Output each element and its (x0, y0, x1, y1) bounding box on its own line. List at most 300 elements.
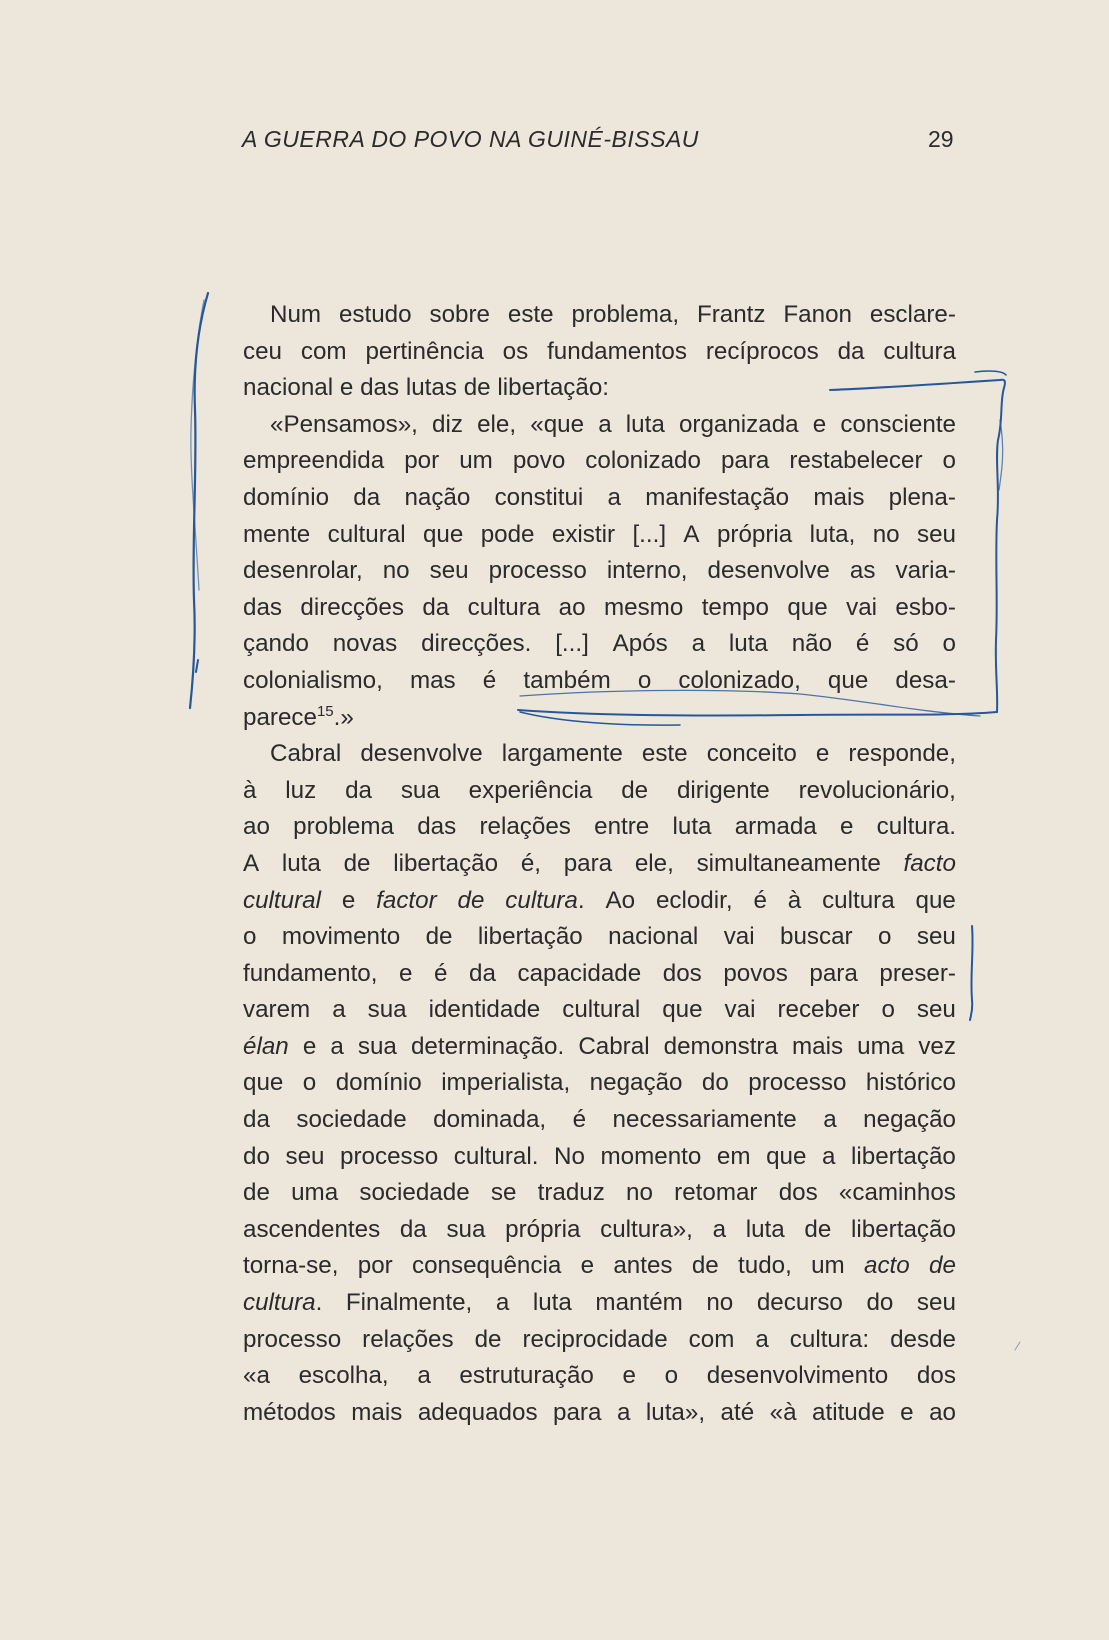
word: o (664, 1362, 679, 1390)
margin-vertical-line-left-2 (191, 300, 204, 590)
word: responde, (848, 740, 956, 768)
word: no (626, 1179, 653, 1207)
word: que (827, 666, 869, 694)
word: estruturação (459, 1362, 594, 1390)
word: por (404, 447, 440, 475)
word: luta (625, 410, 665, 438)
text-line (243, 1395, 956, 1432)
word: de (425, 923, 453, 951)
word: é, (520, 849, 541, 877)
word: Após (612, 630, 668, 658)
word: a (755, 1325, 769, 1353)
word: o (942, 630, 956, 658)
word: mais (792, 1032, 844, 1060)
word: vai (724, 996, 756, 1024)
word: constitui (494, 483, 584, 511)
word: luta, (809, 520, 856, 548)
word: domínio (243, 483, 330, 511)
word: desenvolvimento (706, 1362, 889, 1390)
word: a (607, 483, 621, 511)
word: histórico (865, 1069, 956, 1097)
word: identidade (428, 996, 541, 1024)
word: seu (916, 1289, 956, 1317)
word: também (523, 666, 611, 694)
word: a (417, 1362, 431, 1390)
word: imperialista, (441, 1069, 571, 1097)
word: das (417, 813, 457, 841)
running-title: A GUERRA DO POVO NA GUINÉ-BISSAU (242, 126, 699, 152)
text-line (243, 956, 956, 993)
word: problema, (571, 301, 680, 328)
word: Ao (605, 886, 636, 914)
word: só (893, 630, 919, 658)
word: pertinência (365, 337, 484, 365)
word: as (849, 557, 876, 585)
word: antes (613, 1252, 673, 1280)
word: vai (723, 923, 755, 951)
text-line (243, 626, 956, 663)
footnote-marker: 15 (316, 702, 334, 720)
word: a (691, 630, 706, 658)
word: vez (918, 1032, 956, 1060)
word: fundamentos (547, 337, 687, 365)
text-line (243, 883, 956, 920)
word: Frantz (696, 301, 766, 328)
word: relações (362, 1325, 454, 1353)
word: mantém (595, 1289, 683, 1317)
word: restabelecer (789, 447, 923, 475)
word: «que (530, 410, 585, 438)
word: e (341, 886, 356, 914)
word: manifestação (645, 483, 790, 511)
word: atitude (812, 1398, 885, 1426)
word: o (637, 666, 652, 694)
word: cultura (467, 593, 541, 621)
word: sua (446, 1215, 486, 1243)
word: povo (512, 447, 566, 475)
word: que (662, 996, 703, 1024)
word: momento (600, 1142, 702, 1170)
word: «Pensamos», (270, 410, 418, 438)
word: mas (409, 666, 456, 694)
word: varia- (895, 557, 956, 585)
word: a (598, 410, 612, 438)
word: «caminhos (838, 1179, 956, 1207)
word: parece$^{15}$.» (243, 702, 354, 731)
word: dos (778, 1179, 818, 1207)
word: e (399, 959, 413, 987)
word: colonizado, (678, 666, 801, 694)
word: de (457, 886, 485, 914)
word: çando (243, 630, 309, 658)
word: revolucionário, (798, 776, 956, 804)
word: Fanon (783, 301, 852, 328)
word: largamente (501, 740, 623, 768)
word: com (688, 1325, 735, 1353)
word: que (766, 1142, 807, 1170)
text-line (243, 334, 956, 371)
word: este (641, 740, 688, 768)
word: luta», (645, 1398, 706, 1426)
word: cultural. (453, 1142, 539, 1170)
word: não (791, 630, 833, 658)
text-line (243, 407, 956, 444)
word: a (332, 996, 346, 1024)
word: de (474, 1325, 502, 1353)
word: cultura (822, 886, 895, 914)
word: que (915, 886, 956, 914)
text-line (243, 1285, 956, 1322)
word: retomar (674, 1179, 758, 1207)
margin-vertical-line-left (190, 293, 208, 708)
word: empreendida (243, 447, 385, 475)
body-text (243, 297, 956, 1431)
word: desenvolve (360, 740, 483, 768)
word: em (716, 1142, 751, 1170)
word: à (787, 886, 802, 914)
word: seu (916, 996, 956, 1024)
word: que (243, 1069, 284, 1097)
word: libertação: (497, 374, 609, 402)
word: própria (716, 520, 793, 548)
word: seu (916, 923, 956, 951)
text-line (243, 1248, 956, 1285)
word: mais (813, 483, 865, 511)
word: entre (594, 813, 650, 841)
word: pode (480, 520, 535, 548)
word: da (345, 776, 372, 804)
word: à (243, 776, 257, 804)
word: até (720, 1398, 755, 1426)
word: da (422, 593, 450, 621)
word: A (243, 849, 260, 877)
word: cultural (243, 886, 321, 914)
word: libertação (393, 849, 499, 877)
word: para (553, 1398, 602, 1426)
word: problema (293, 813, 394, 841)
text-line (243, 1139, 956, 1176)
word: métodos (243, 1398, 336, 1426)
word: domínio (335, 1069, 422, 1097)
word: nação (404, 483, 471, 511)
word: nacional (243, 374, 334, 402)
word: cultural (562, 996, 641, 1024)
word: interno, (606, 557, 688, 585)
word: e (839, 813, 854, 841)
word: Cabral (578, 1032, 650, 1060)
word: dos (916, 1362, 956, 1390)
word: [...] (632, 520, 667, 548)
word: é (753, 886, 767, 914)
word: libertação (477, 923, 583, 951)
word: relações (479, 813, 571, 841)
word: e (339, 374, 354, 402)
word: e (302, 1032, 317, 1060)
word: própria (505, 1215, 581, 1243)
word: o (243, 923, 257, 951)
word: de (804, 1215, 832, 1243)
word: e (622, 1362, 636, 1390)
word: estudo (338, 301, 412, 328)
text-line (243, 1358, 956, 1395)
text-line (243, 700, 956, 737)
word: escolha, (298, 1362, 389, 1390)
word: factor (376, 886, 437, 914)
word: cultura. (505, 886, 585, 914)
word: por (357, 1252, 393, 1280)
text-line (243, 1175, 956, 1212)
word: reciprocidade (522, 1325, 668, 1353)
word: armada (734, 813, 817, 841)
word: receber (777, 996, 860, 1024)
text-line (243, 590, 956, 627)
word: seu (429, 557, 469, 585)
word: de (691, 1252, 719, 1280)
word: «à (769, 1398, 797, 1426)
word: movimento (281, 923, 401, 951)
word: sociedade (296, 1106, 407, 1134)
word: colonialismo, (243, 666, 383, 694)
word: desde (890, 1325, 956, 1353)
word: a (823, 1106, 837, 1134)
word: esbo- (895, 593, 956, 621)
word: dirigente (676, 776, 770, 804)
word: cultura: (789, 1325, 870, 1353)
text-line (243, 1065, 956, 1102)
text-line (243, 663, 956, 700)
word: mente (243, 520, 311, 548)
word: sua (357, 1032, 397, 1060)
word: no (382, 557, 410, 585)
word: no (706, 1289, 734, 1317)
word: luz (285, 776, 317, 804)
word: tudo, (738, 1252, 792, 1280)
word: de (243, 1179, 270, 1207)
word: de (929, 1252, 956, 1280)
word: ceu (243, 337, 282, 365)
word: processo (488, 557, 587, 585)
word: a (495, 1289, 510, 1317)
word: recíprocos (705, 337, 819, 365)
word: mais (351, 1398, 403, 1426)
text-line (243, 297, 956, 334)
word: um (459, 447, 493, 475)
word: o (302, 1069, 317, 1097)
word: luta (728, 630, 768, 658)
text-line (243, 773, 956, 810)
word: ao (929, 1398, 956, 1426)
word: e (900, 1398, 914, 1426)
word: preser- (879, 959, 956, 987)
word: decurso (756, 1289, 843, 1317)
word: demonstra (663, 1032, 778, 1060)
word: e (812, 410, 827, 438)
word: uma (857, 1032, 905, 1060)
word: negação (589, 1069, 683, 1097)
word: buscar (780, 923, 853, 951)
text-line (243, 809, 956, 846)
word: um (811, 1252, 845, 1280)
word: se (490, 1179, 517, 1207)
word: da (837, 337, 865, 365)
word: luta (672, 813, 712, 841)
word: para (563, 849, 613, 877)
word: libertação (851, 1142, 956, 1170)
stray-pen-mark (1015, 1342, 1020, 1350)
text-line (243, 1102, 956, 1139)
word: diz (432, 410, 463, 438)
word: dominada, (433, 1106, 547, 1134)
word: negação (863, 1106, 956, 1134)
word: do (701, 1069, 729, 1097)
word: seu (285, 1142, 325, 1170)
word: do (866, 1289, 894, 1317)
word: nacional (608, 923, 699, 951)
word: tempo (701, 593, 769, 621)
word: experiência (468, 776, 593, 804)
word: a (330, 1032, 344, 1060)
text-line (243, 370, 956, 407)
word: que (787, 593, 828, 621)
text-line (243, 480, 956, 517)
word: povos (723, 959, 788, 987)
word: a (821, 1142, 836, 1170)
word: vai (846, 593, 878, 621)
word: o (881, 996, 895, 1024)
word: Num (270, 301, 322, 328)
word: os (502, 337, 529, 365)
word: [...] (555, 630, 589, 658)
word: A (683, 520, 700, 548)
word: de (621, 776, 649, 804)
word: este (507, 301, 554, 328)
word: esclare- (869, 301, 956, 328)
word: consciente (840, 410, 956, 438)
text-line (243, 1212, 956, 1249)
word: de (463, 374, 491, 402)
text-line (243, 736, 956, 773)
margin-tick-left (196, 660, 198, 672)
word: ao (558, 593, 586, 621)
quote-bracket-right (996, 388, 1004, 712)
word: da (353, 483, 381, 511)
word: Finalmente, (345, 1289, 473, 1317)
word: com (300, 337, 347, 365)
word: é (855, 630, 870, 658)
word: cultural (327, 520, 406, 548)
word: direcções (300, 593, 404, 621)
word: ao (243, 813, 270, 841)
word: torna-se, (243, 1252, 339, 1280)
word: luta (745, 1215, 785, 1243)
word: da (469, 959, 496, 987)
word: cultura», (600, 1215, 693, 1243)
text-line (243, 553, 956, 590)
word: da (399, 1215, 427, 1243)
word: ele, (477, 410, 517, 438)
quote-bracket-top-2 (975, 371, 1006, 375)
word: é (572, 1106, 587, 1134)
word: determinação. (410, 1032, 565, 1060)
word: sociedade (359, 1179, 470, 1207)
word: o (878, 923, 892, 951)
page-number: 29 (928, 126, 954, 152)
word: simultaneamente (696, 849, 881, 877)
word: no (872, 520, 900, 548)
word: lutas (405, 374, 457, 402)
word: a (712, 1215, 727, 1243)
word: acto (864, 1252, 910, 1280)
word: «a (243, 1362, 270, 1390)
text-line (243, 1322, 956, 1359)
word: cultura (883, 337, 956, 365)
word: para (809, 959, 858, 987)
word: necessariamente (612, 1106, 797, 1134)
word: processo (340, 1142, 439, 1170)
word: traduz (537, 1179, 605, 1207)
word: colonizado (585, 447, 701, 475)
word: existir (551, 520, 616, 548)
word: e (815, 740, 830, 768)
word: que (422, 520, 464, 548)
word: cultura. (876, 813, 956, 841)
word: processo (748, 1069, 847, 1097)
word: eclodir, (655, 886, 733, 914)
word: da (243, 1106, 270, 1134)
word: desenvolve (707, 557, 830, 585)
word: consequência (412, 1252, 562, 1280)
word: processo (243, 1325, 342, 1353)
word: conceito (706, 740, 797, 768)
word: sua (400, 776, 440, 804)
word: organizada (678, 410, 799, 438)
word: facto (903, 849, 956, 877)
word: a (616, 1398, 631, 1426)
word: de (343, 849, 371, 877)
text-line (243, 443, 956, 480)
word: desenrolar, (243, 557, 363, 585)
word: direcções. (421, 630, 532, 658)
word: libertação (851, 1215, 956, 1243)
word: o (942, 447, 956, 475)
word: é (482, 666, 497, 694)
word: desa- (895, 666, 956, 694)
text-line (243, 992, 956, 1029)
text-line (243, 846, 956, 883)
word: cultura. (243, 1289, 323, 1317)
quote-bracket-right-2 (999, 420, 1003, 490)
word: plena- (888, 483, 956, 511)
margin-vertical-line-right (970, 926, 973, 1020)
word: adequados (417, 1398, 538, 1426)
word: sobre (429, 301, 490, 328)
word: seu (916, 520, 956, 548)
word: luta (281, 849, 321, 877)
word: élan (243, 1032, 289, 1060)
word: dos (662, 959, 702, 987)
text-line (243, 517, 956, 554)
word: varem (243, 996, 311, 1024)
word: das (360, 374, 400, 402)
word: novas (332, 630, 398, 658)
word: do (243, 1142, 270, 1170)
word: Cabral (270, 740, 342, 768)
word: das (243, 593, 282, 621)
word: ascendentes (243, 1215, 381, 1243)
word: mesmo (603, 593, 684, 621)
word: ele, (634, 849, 674, 877)
word: luta (532, 1289, 572, 1317)
